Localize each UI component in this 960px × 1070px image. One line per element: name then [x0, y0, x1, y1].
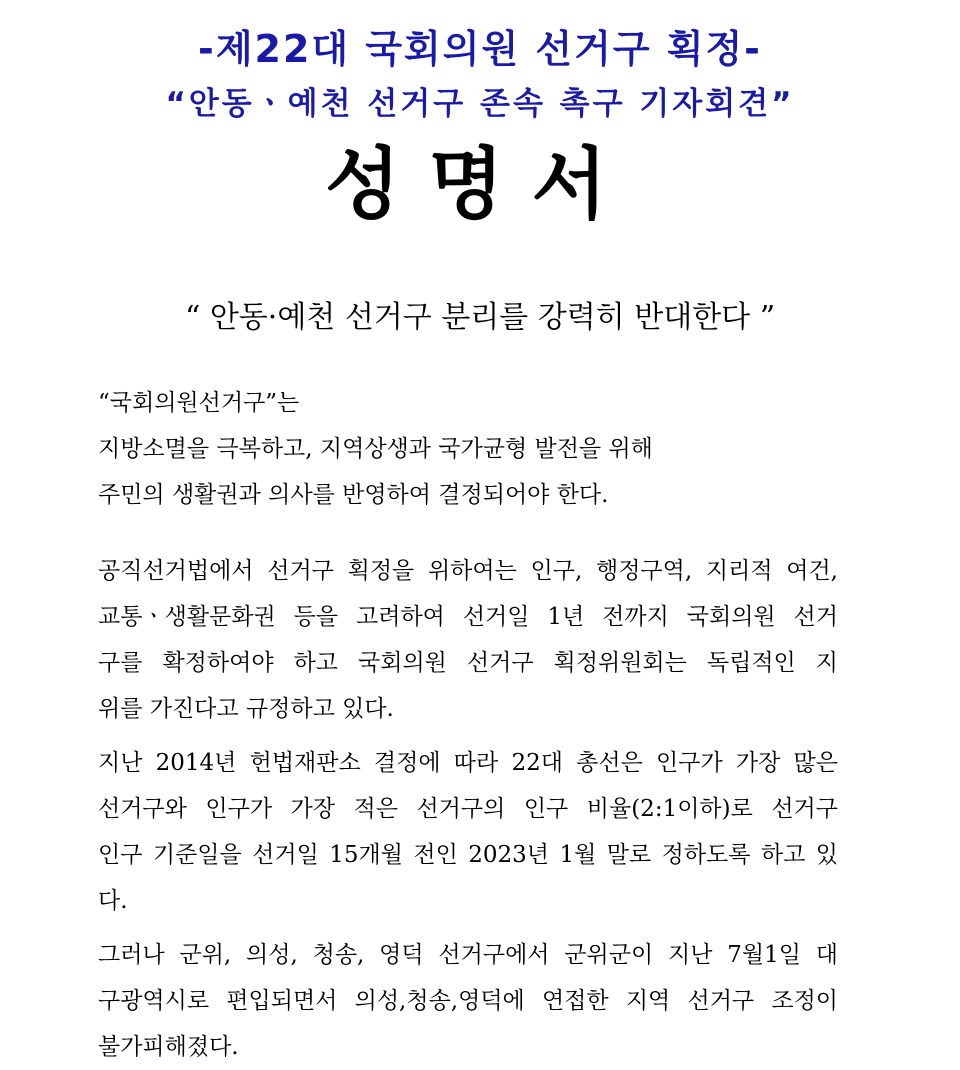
- paragraph-line: 위를 가진다고 규정하고 있다.: [98, 696, 394, 722]
- paragraph-election-law: [98, 548, 838, 732]
- paragraph-line: “국회의원선거구”는: [98, 390, 300, 416]
- paragraph-line: 교통ㆍ생활문화권 등을 고려하여 선거일 1년 전까지 국회의원 선거: [98, 604, 838, 630]
- paragraph-line: 불가피해졌다.: [98, 1034, 239, 1060]
- statement-heading: 성명서: [324, 140, 636, 230]
- paragraph-line: 지방소멸을 극복하고, 지역상생과 국가균형 발전을 위해: [98, 436, 653, 462]
- paragraph-line: 인구 기준일을 선거일 15개월 전인 2023년 1월 말로 정하도록 하고 있: [98, 842, 838, 868]
- document-title: -제22대 국회의원 선거구 획정-: [198, 27, 762, 71]
- paragraph-constitutional-court: [98, 740, 838, 924]
- statement-slogan: “ 안동·예천 선거구 분리를 강력히 반대한다 ”: [184, 300, 776, 335]
- paragraph-line: 그러나 군위, 의성, 청송, 영덕 선거구에서 군위군이 지난 7월1일 대: [98, 942, 838, 968]
- paragraph-line: 주민의 생활권과 의사를 반영하여 결정되어야 한다.: [98, 482, 609, 508]
- paragraph-intro: [98, 380, 838, 518]
- paragraph-line: 선거구와 인구가 가장 적은 선거구의 인구 비율(2:1이하)로 선거구: [98, 796, 838, 822]
- paragraph-line: 지난 2014년 헌법재판소 결정에 따라 22대 총선은 인구가 가장 많은: [98, 750, 838, 776]
- paragraph-line: 다.: [98, 888, 128, 914]
- paragraph-line: 구를 확정하여야 하고 국회의원 선거구 획정위원회는 독립적인 지: [98, 650, 838, 676]
- paragraph-gunwi-transfer: [98, 932, 838, 1070]
- paragraph-line: 공직선거법에서 선거구 획정을 위하여는 인구, 행정구역, 지리적 여건,: [98, 558, 838, 584]
- press-conference-subtitle: “안동ㆍ예천 선거구 존속 촉구 기자회견”: [165, 86, 795, 122]
- paragraph-line: 구광역시로 편입되면서 의성,청송,영덕에 연접한 지역 선거구 조정이: [98, 988, 838, 1014]
